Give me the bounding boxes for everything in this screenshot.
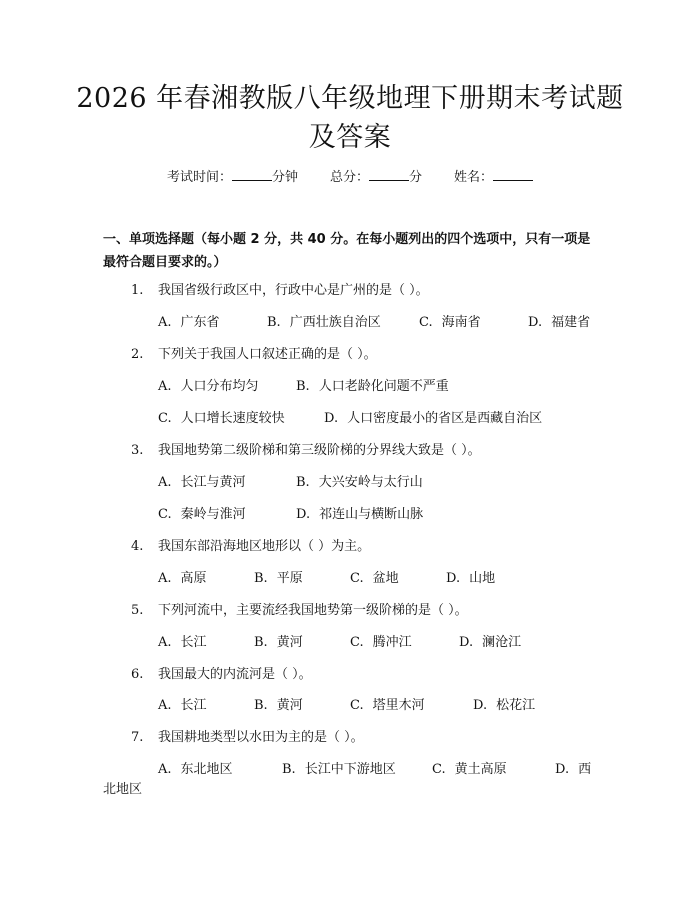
question-number: 6. bbox=[131, 667, 144, 682]
option-c[interactable]: C. 盆地 bbox=[350, 571, 399, 586]
section-heading: 一、单项选择题（每小题 2 分，共 40 分。在每小题列出的四个选项中，只有一项是最符合题目要求的。） bbox=[103, 232, 591, 270]
option-b[interactable]: B. 大兴安岭与太行山 bbox=[296, 475, 423, 490]
time-blank bbox=[232, 168, 272, 181]
option-b[interactable]: B. 平原 bbox=[254, 571, 303, 586]
question-number: 5. bbox=[131, 603, 144, 618]
option-d[interactable]: D. 人口密度最小的省区是西藏自治区 bbox=[324, 411, 543, 426]
option-c[interactable]: C. 人口增长速度较快 bbox=[158, 411, 285, 426]
question-text: 下列河流中，主要流经我国地势第一级阶梯的是（ ）。 bbox=[158, 603, 468, 618]
option-b[interactable]: B. 黄河 bbox=[254, 698, 303, 713]
score-unit: 分 bbox=[409, 170, 423, 185]
option-b[interactable]: B. 黄河 bbox=[254, 635, 303, 650]
option-c[interactable]: C. 塔里木河 bbox=[350, 698, 425, 713]
option-c[interactable]: C. 黄土高原 bbox=[432, 762, 507, 777]
option-d-continuation: 北地区 bbox=[103, 782, 143, 797]
option-a[interactable]: A. 长江 bbox=[158, 635, 207, 650]
option-d[interactable]: D. 福建省 bbox=[528, 315, 591, 330]
question-number: 7. bbox=[131, 730, 144, 745]
option-a[interactable]: A. 广东省 bbox=[158, 315, 220, 330]
exam-title-line-1: 2026 年春湘教版八年级地理下册期末考试题 bbox=[76, 83, 624, 114]
option-b[interactable]: B. 广西壮族自治区 bbox=[267, 315, 381, 330]
option-c[interactable]: C. 秦岭与淮河 bbox=[158, 507, 246, 522]
time-unit: 分钟 bbox=[271, 170, 298, 185]
option-c[interactable]: C. 腾冲江 bbox=[350, 635, 412, 650]
option-d[interactable]: D. 松花江 bbox=[473, 698, 536, 713]
question-text: 下列关于我国人口叙述正确的是（ ）。 bbox=[158, 347, 377, 362]
question-text: 我国最大的内流河是（ ）。 bbox=[158, 667, 312, 682]
option-a[interactable]: A. 东北地区 bbox=[158, 762, 233, 777]
option-b[interactable]: B. 人口老龄化问题不严重 bbox=[296, 379, 449, 394]
question-text: 我国省级行政区中，行政中心是广州的是（ ）。 bbox=[158, 283, 429, 298]
option-d[interactable]: D. 西 bbox=[555, 762, 592, 777]
exam-title-line-2: 及答案 bbox=[308, 122, 392, 153]
question-number: 4. bbox=[131, 539, 144, 554]
exam-info-line bbox=[0, 168, 700, 187]
question-text: 我国东部沿海地区地形以（ ）为主。 bbox=[158, 539, 371, 554]
question-number: 3. bbox=[131, 443, 144, 458]
score-blank bbox=[369, 168, 409, 181]
name-blank bbox=[493, 168, 533, 181]
name-label: 姓名： bbox=[454, 170, 494, 185]
option-d[interactable]: D. 山地 bbox=[446, 571, 496, 586]
score-label: 总分： bbox=[329, 170, 369, 185]
question-number: 1. bbox=[131, 283, 144, 298]
option-a[interactable]: A. 长江 bbox=[158, 698, 207, 713]
question-number: 2. bbox=[131, 347, 144, 362]
option-d[interactable]: D. 澜沧江 bbox=[459, 635, 522, 650]
time-label: 考试时间： bbox=[166, 170, 232, 185]
option-c[interactable]: C. 海南省 bbox=[419, 315, 481, 330]
option-a[interactable]: A. 人口分布均匀 bbox=[158, 379, 259, 394]
option-d[interactable]: D. 祁连山与横断山脉 bbox=[296, 507, 424, 522]
question-text: 我国地势第二级阶梯和第三级阶梯的分界线大致是（ ）。 bbox=[158, 443, 481, 458]
option-b[interactable]: B. 长江中下游地区 bbox=[282, 762, 396, 777]
question-text: 我国耕地类型以水田为主的是（ ）。 bbox=[158, 730, 364, 745]
option-a[interactable]: A. 长江与黄河 bbox=[158, 475, 246, 490]
option-a[interactable]: A. 高原 bbox=[158, 571, 207, 586]
